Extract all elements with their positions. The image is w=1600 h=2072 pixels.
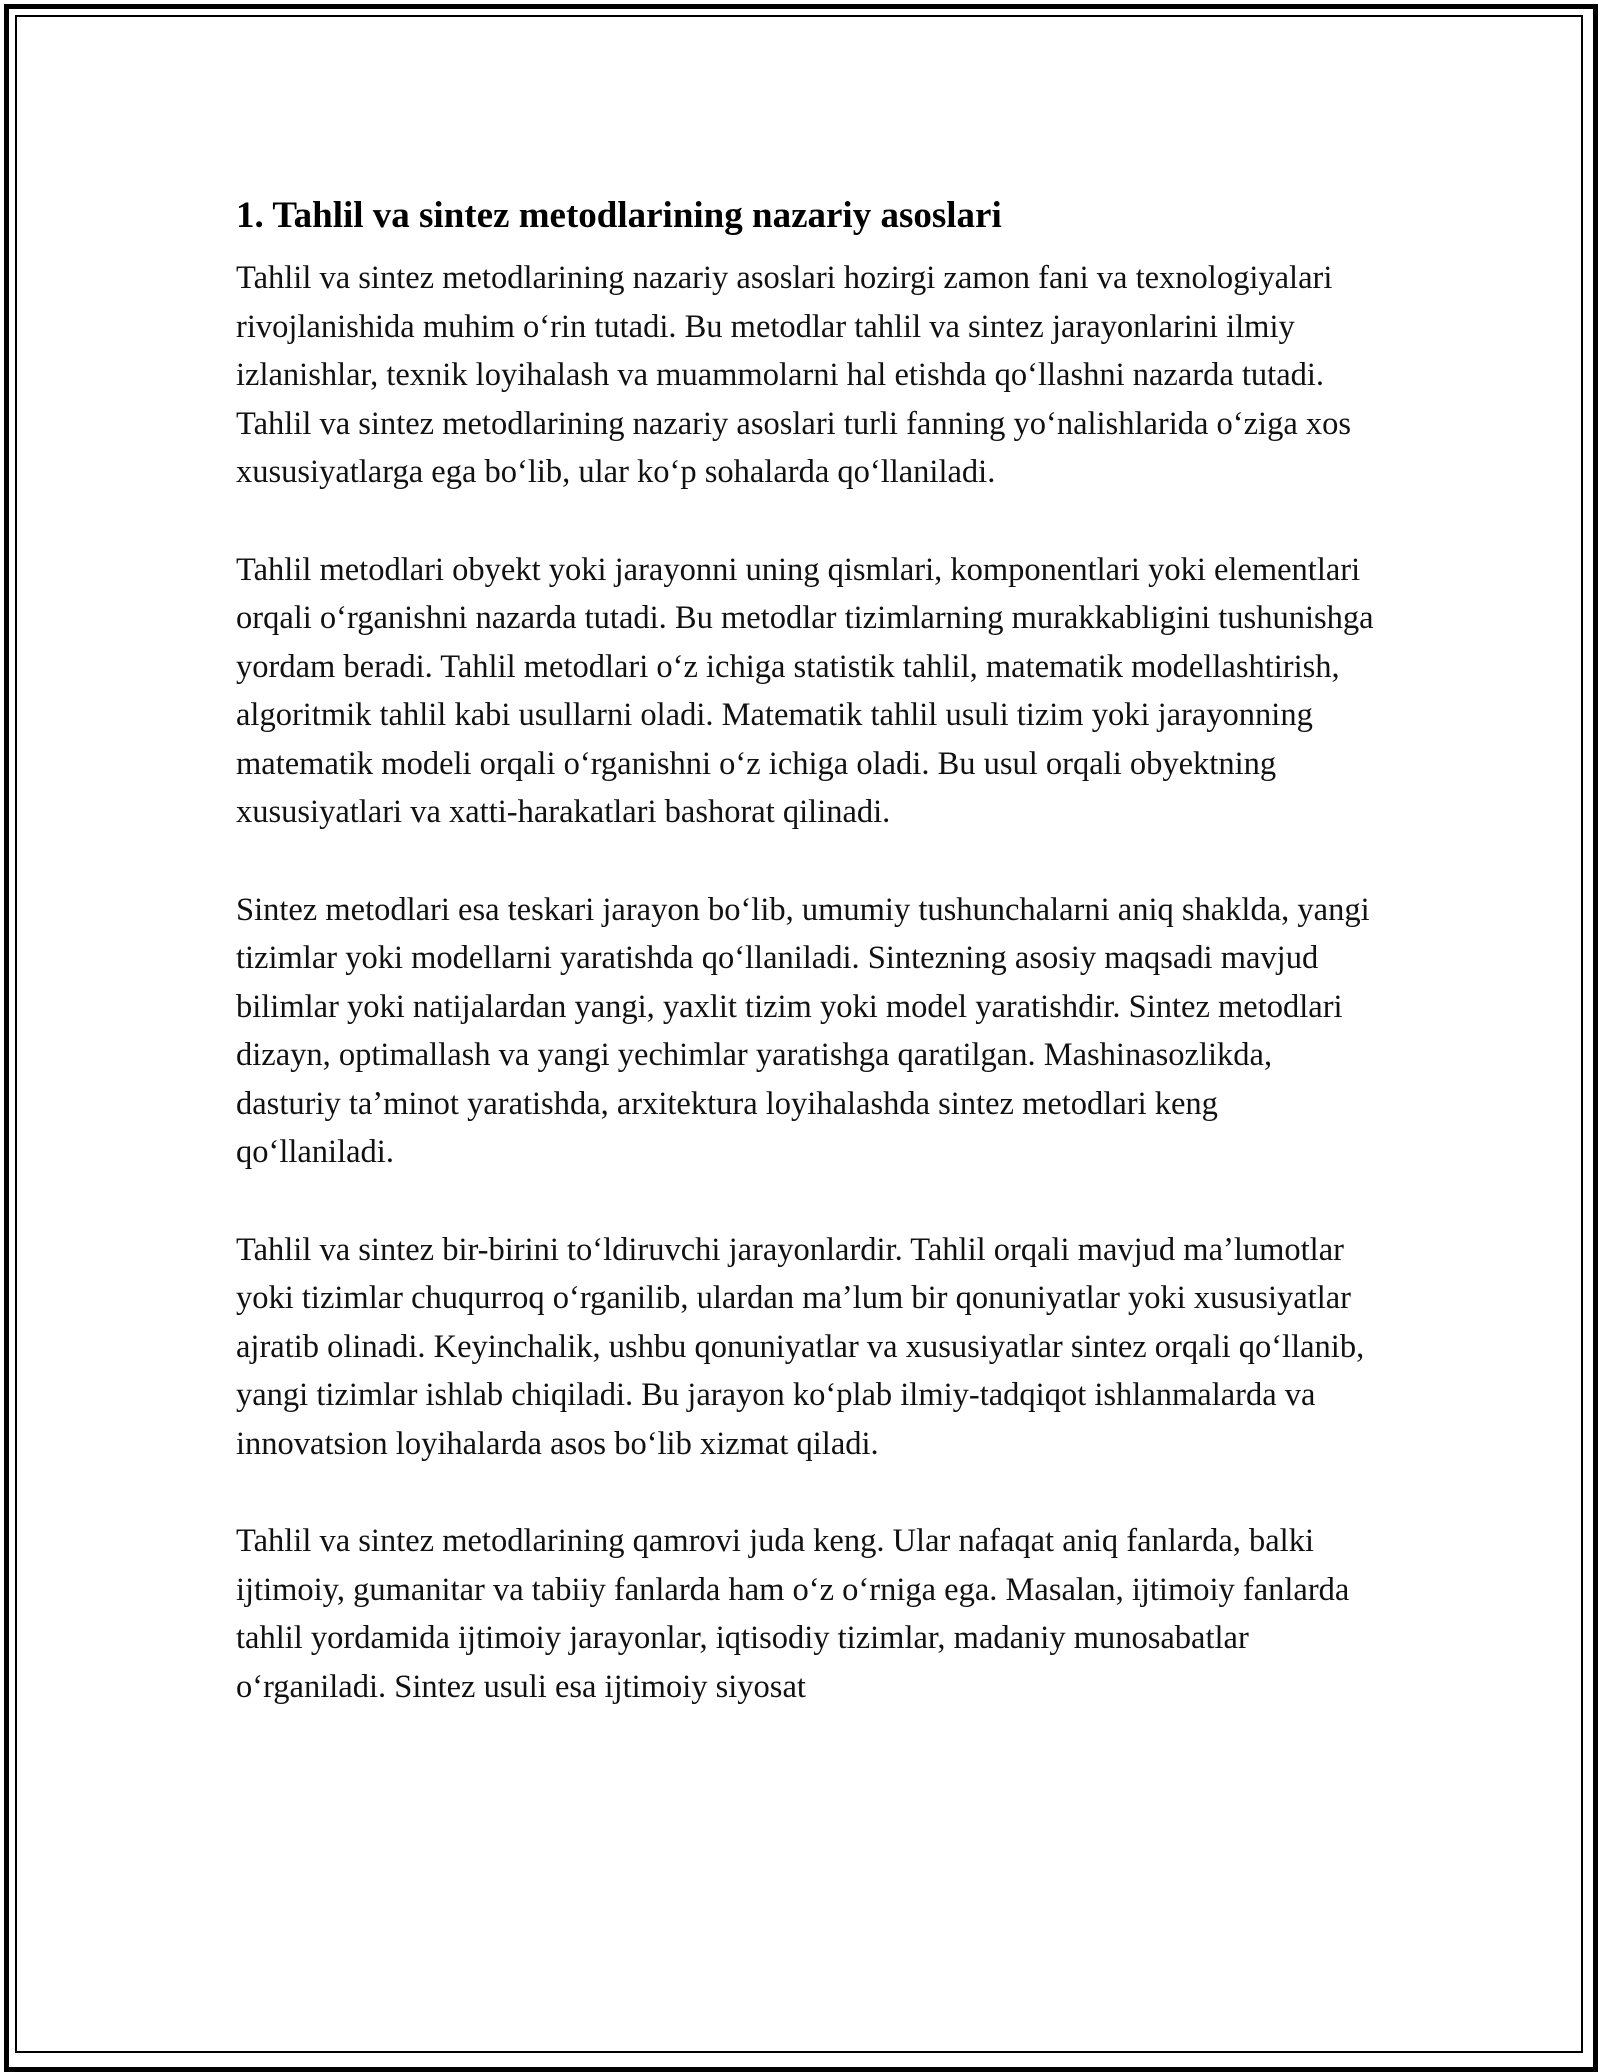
section-title: 1. Tahlil va sintez metodlarining nazariy asoslari bbox=[236, 195, 1002, 236]
paragraph-1: Tahlil va sintez metodlarining nazariy asoslari hozirgi zamon fani va texnologiyalari rivojlanishida muhim oʻrin tutadi. Bu metodlar tahlil va sintez jarayonlarini ilmiy izlanishlar, texnik loyihalash va muammolarni hal etishda qoʻllashni nazarda tutadi. Tahlil va sintez metodlarining nazariy asoslari turli fanning yoʻnalishlarida oʻziga xos xususiyatlarga ega boʻlib, ular koʻp sohalarda qoʻllaniladi. bbox=[236, 260, 1352, 490]
paragraph-5: Tahlil va sintez metodlarining qamrovi juda keng. Ular nafaqat aniq fanlarda, balki ijtimoiy, gumanitar va tabiiy fanlarda ham oʻz oʻrniga ega. Masalan, ijtimoiy fanlarda tahlil yordamida ijtimoiy jarayonlar, iqtisodiy tizimlar, madaniy munosabatlar oʻrganiladi. Sintez usuli esa ijtimoiy siyosat bbox=[236, 1523, 1350, 1705]
paragraph-3: Sintez metodlari esa teskari jarayon boʻlib, umumiy tushunchalarni aniq shaklda, yangi tizimlar yoki modellarni yaratishda qoʻllaniladi. Sintezning asosiy maqsadi mavjud bilimlar yoki natijalardan yangi, yaxlit tizim yoki model yaratishdir. Sintez metodlari dizayn, optimallash va yangi yechimlar yaratishga qaratilgan. Mashinasozlikda, dasturiy taʼminot yaratishda, arxitektura loyihalashda sintez metodlari keng qoʻllaniladi. bbox=[236, 891, 1370, 1170]
document-body bbox=[236, 186, 1376, 1760]
paragraph-2: Tahlil metodlari obyekt yoki jarayonni uning qismlari, komponentlari yoki elementlari orqali oʻrganishni nazarda tutadi. Bu metodlar tizimlarning murakkabligini tushunishga yordam beradi. Tahlil metodlari oʻz ichiga statistik tahlil, matematik modellashtirish, algoritmik tahlil kabi usullarni oladi. Matematik tahlil usuli tizim yoki jarayonning matematik modeli orqali oʻrganishni oʻz ichiga oladi. Bu usul orqali obyektning xususiyatlari va xatti-harakatlari bashorat qilinadi. bbox=[236, 551, 1374, 830]
paragraph-4: Tahlil va sintez bir-birini toʻldiruvchi jarayonlardir. Tahlil orqali mavjud maʼlumotlar yoki tizimlar chuqurroq oʻrganilib, ulardan maʼlum bir qonuniyatlar yoki xususiyatlar ajratib olinadi. Keyinchalik, ushbu qonuniyatlar va xususiyatlar sintez orqali qoʻllanib, yangi tizimlar ishlab chiqiladi. Bu jarayon koʻplab ilmiy-tadqiqot ishlanmalarda va innovatsion loyihalarda asos boʻlib xizmat qiladi. bbox=[236, 1231, 1365, 1462]
